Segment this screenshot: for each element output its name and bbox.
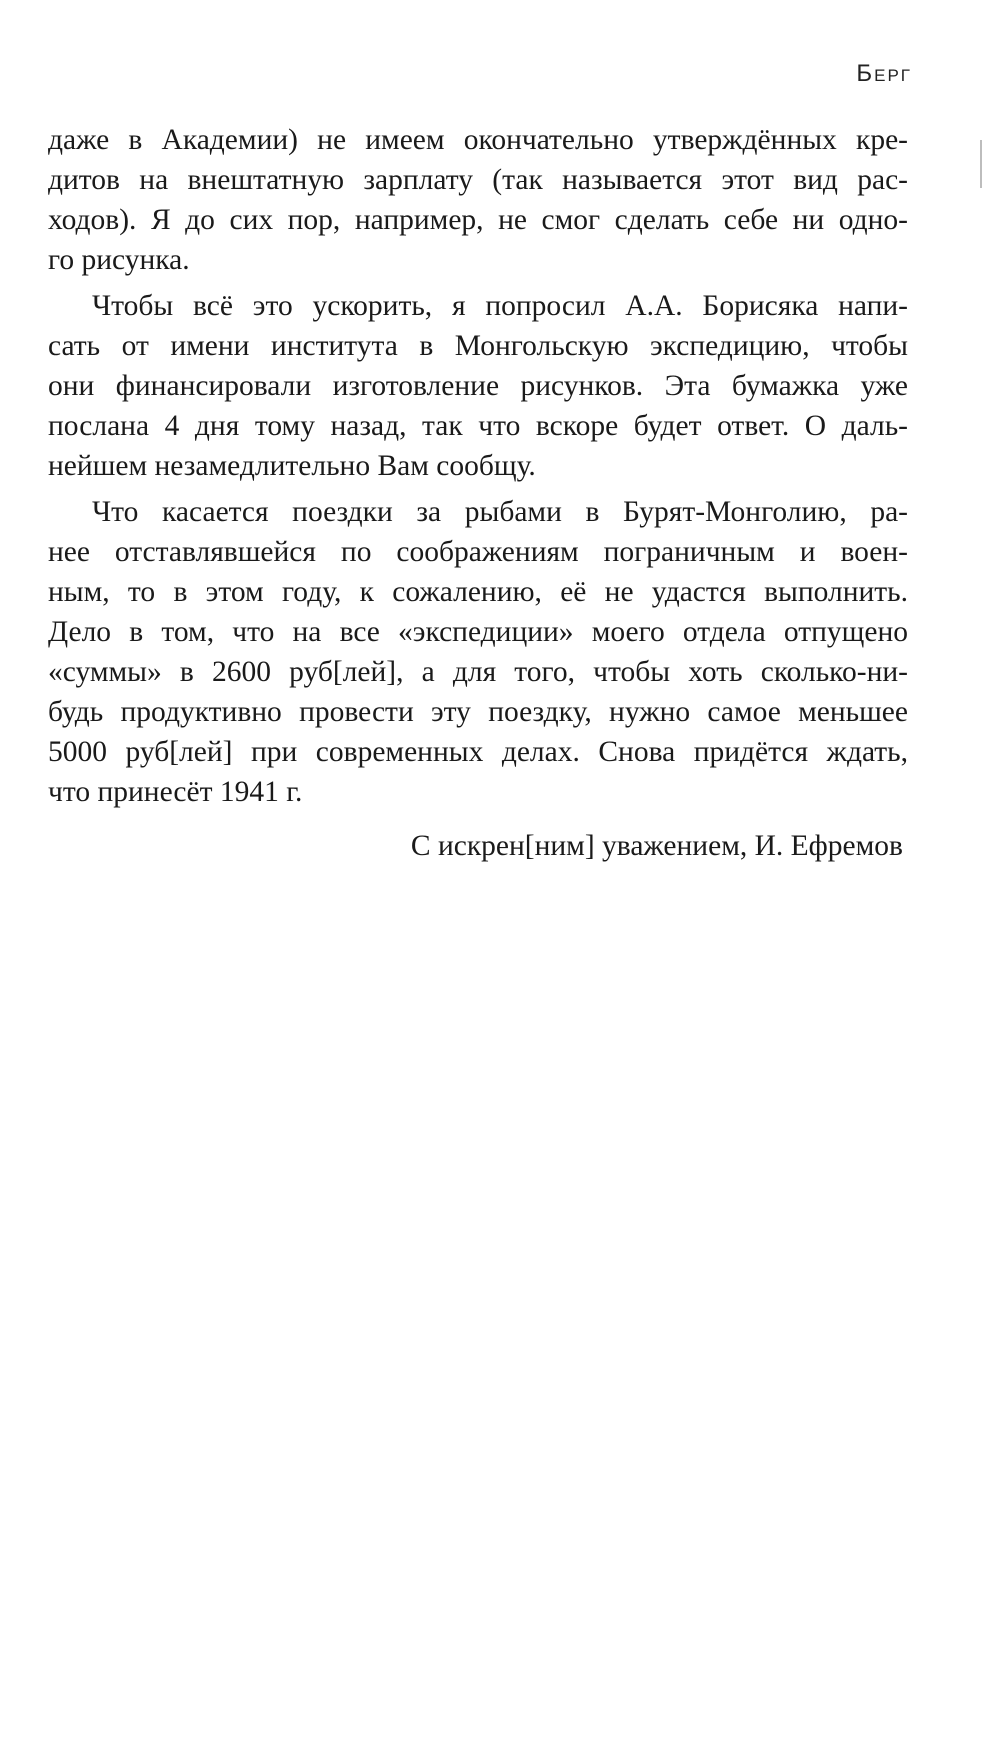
text-line: Что касается поездки за рыбами в Бурят-Монголию, ра-	[92, 496, 908, 528]
text-line: нее отставлявшейся по соображениям пограничным и воен-	[48, 536, 908, 568]
text-line: дитов на внештатную зарплату (так называется этот вид рас-	[48, 164, 908, 196]
text-line: послана 4 дня тому назад, так что вскоре будет ответ. О даль-	[48, 410, 908, 442]
paragraph-2	[48, 286, 908, 486]
text-line: 5000 руб[лей] при современных делах. Снова придётся ждать,	[48, 736, 908, 768]
text-line: даже в Академии) не имеем окончательно утверждённых кре-	[48, 124, 908, 156]
text-line: Дело в том, что на все «экспедиции» моего отдела отпущено	[48, 616, 908, 648]
text-line: «суммы» в 2600 руб[лей], а для того, чтобы хоть сколько-ни-	[48, 656, 908, 688]
signature: С искрен[ним] уважением, И. Ефремов	[410, 830, 903, 862]
text-line: го рисунка.	[48, 244, 190, 276]
text-line: ным, то в этом году, к сожалению, её не удастся выполнить.	[48, 576, 908, 608]
text-line: ходов). Я до сих пор, например, не смог сделать себе ни одно-	[48, 204, 908, 236]
paragraph-1	[48, 120, 908, 280]
text-line: будь продуктивно провести эту поездку, нужно самое меньшее	[48, 696, 908, 728]
text-line: что принесёт 1941 г.	[48, 776, 303, 808]
paragraph-3	[48, 492, 908, 812]
page-edge-mark	[980, 140, 982, 188]
text-line: они финансировали изготовление рисунков. Эта бумажка уже	[48, 370, 908, 402]
text-line: нейшем незамедлительно Вам сообщу.	[48, 450, 536, 482]
letter-body	[48, 120, 908, 866]
running-head: Берг	[856, 60, 912, 87]
text-line: сать от имени института в Монгольскую экспедицию, чтобы	[48, 330, 908, 362]
text-line: Чтобы всё это ускорить, я попросил А.А. Борисяка напи-	[92, 290, 908, 322]
